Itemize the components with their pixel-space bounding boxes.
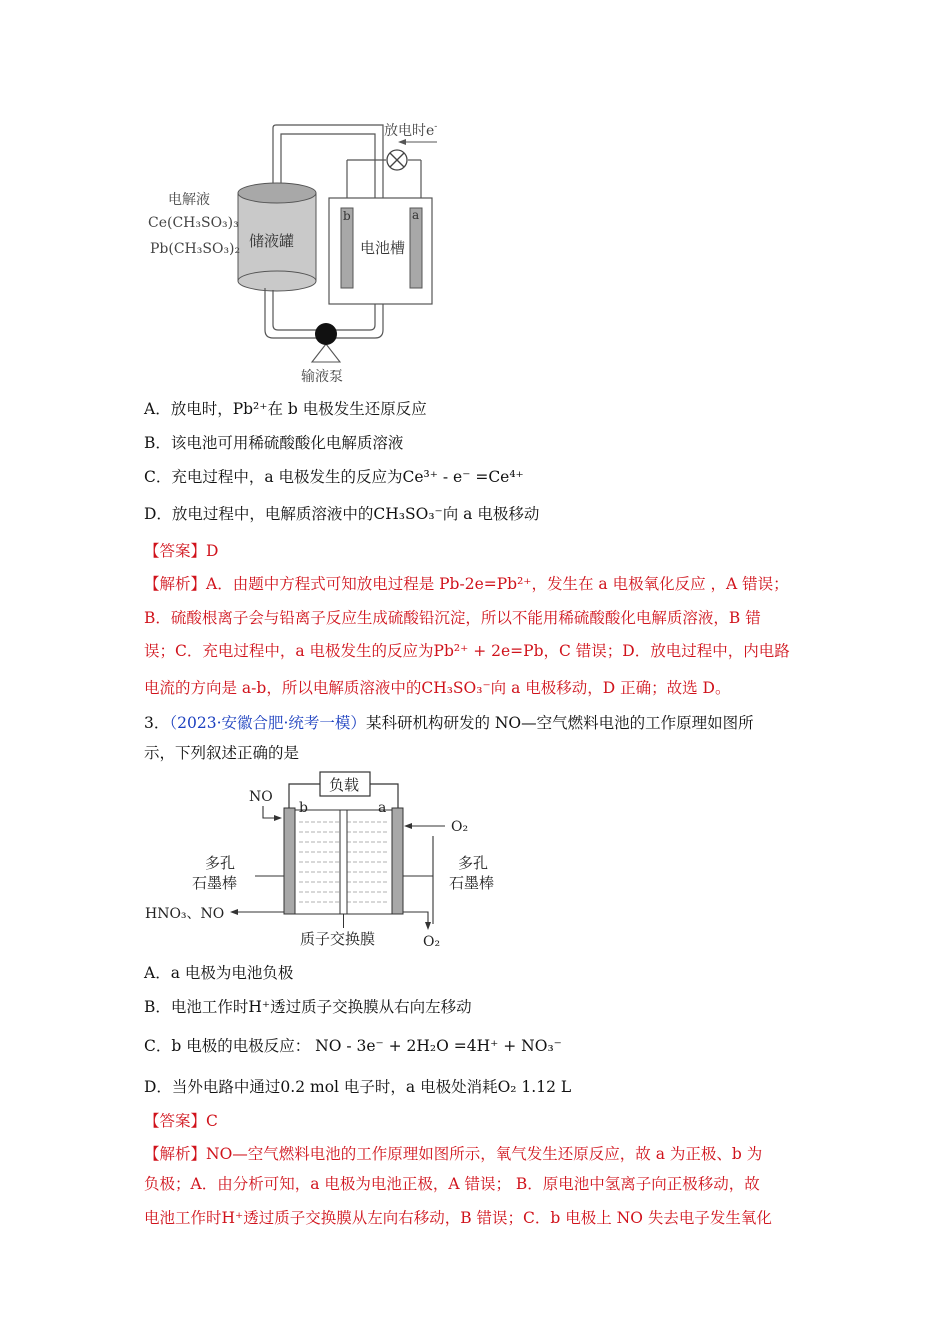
o2-inlet-label: O₂: [451, 819, 469, 835]
pump-stand-icon: [312, 344, 340, 362]
no-inlet-label: NO: [249, 789, 273, 805]
electrolyte-label: 电解液: [168, 192, 210, 208]
pb-formula: Pb(CH₃SO₃)₂: [150, 241, 241, 257]
q2-option-d: D．放电过程中，电解质溶液中的CH₃SO₃⁻向 a 电极移动: [144, 505, 540, 523]
electrode-a-label: a: [378, 800, 387, 816]
electrode-a-label: a: [412, 208, 420, 222]
proton-membrane: [340, 810, 347, 914]
q3-analysis-line-3: 电池工作时H⁺透过质子交换膜从左向右移动，B 错误；C．b 电极上 NO 失去电子发生氧化: [144, 1209, 772, 1227]
tank-label: 储液罐: [249, 232, 295, 250]
q3-answer: 【答案】C: [144, 1112, 218, 1130]
q2-answer: 【答案】D: [144, 542, 219, 560]
membrane-label: 质子交换膜: [300, 930, 376, 948]
porous-right-2: 石墨棒: [449, 874, 495, 892]
question-source: （2023·安徽合肥·统考一模）: [169, 714, 366, 732]
q3-option-a: A．a 电极为电池负极: [144, 964, 294, 982]
electrode-b: [284, 808, 295, 914]
q3-stem-2: 示，下列叙述正确的是: [144, 744, 300, 762]
q2-analysis-line-2: B．硫酸根离子会与铅离子反应生成硫酸铅沉淀，所以不能用稀硫酸酸化电解质溶液，B 错: [144, 609, 761, 627]
question-number: 3．: [144, 714, 170, 732]
discharge-label: 放电时e-: [384, 122, 438, 139]
q3-analysis-line-2: 负极；A．由分析可知，a 电极为电池正极，A 错误； B．原电池中氢离子向正极移动，故: [144, 1175, 760, 1193]
q2-analysis-line-3: 误；C．充电过程中，a 电极发生的反应为Pb²⁺ + 2e=Pb，C 错误；D．放电过程中，内电路: [144, 642, 790, 660]
q2-analysis-line-1: 【解析】A．由题中方程式可知放电过程是 Pb-2e=Pb²⁺，发生在 a 电极氧化反应 ，A 错误；: [144, 575, 789, 593]
question-stem-1: 某科研机构研发的 NO—空气燃料电池的工作原理如图所: [365, 714, 754, 732]
pump-icon: [315, 323, 337, 345]
porous-right-1: 多孔: [458, 854, 489, 872]
q2-option-b: B．该电池可用稀硫酸酸化电解质溶液: [144, 434, 404, 452]
q3-option-d: D．当外电路中通过0.2 mol 电子时，a 电极处消耗O₂ 1.12 L: [144, 1078, 572, 1096]
q3-stem: [144, 711, 754, 733]
no-fuel-cell-diagram: [140, 768, 495, 953]
q2-option-c: C．充电过程中，a 电极发生的反应为Ce³⁺ - e⁻ =Ce⁴⁺: [144, 468, 524, 486]
q3-analysis-line-1: 【解析】NO—空气燃料电池的工作原理如图所示，氧气发生还原反应，故 a 为正极、b 为: [144, 1145, 763, 1163]
q2-option-a: A．放电时，Pb²⁺在 b 电极发生还原反应: [144, 400, 427, 418]
electrode-b-label: b: [299, 800, 308, 816]
o2-outlet-label: O₂: [423, 934, 441, 950]
q3-option-b: B．电池工作时H⁺透过质子交换膜从右向左移动: [144, 998, 472, 1016]
flow-battery-diagram: [140, 115, 460, 390]
q2-analysis-line-4: 电流的方向是 a-b，所以电解质溶液中的CH₃SO₃⁻向 a 电极移动，D 正确；故选 D。: [144, 679, 731, 697]
q3-option-c: C．b 电极的电极反应： NO - 3e⁻ + 2H₂O =4H⁺ + NO₃⁻: [144, 1037, 562, 1055]
cell-label: 电池槽: [360, 239, 406, 257]
electrode-b-label: b: [343, 209, 351, 223]
pump-label: 输液泵: [301, 369, 343, 385]
load-label: 负载: [329, 776, 360, 794]
porous-left-2: 石墨棒: [192, 874, 238, 892]
ce-formula: Ce(CH₃SO₃)₃: [148, 215, 239, 231]
electrode-a: [392, 808, 403, 914]
outlet-label: HNO₃、NO: [145, 906, 225, 922]
porous-left-1: 多孔: [205, 854, 236, 872]
